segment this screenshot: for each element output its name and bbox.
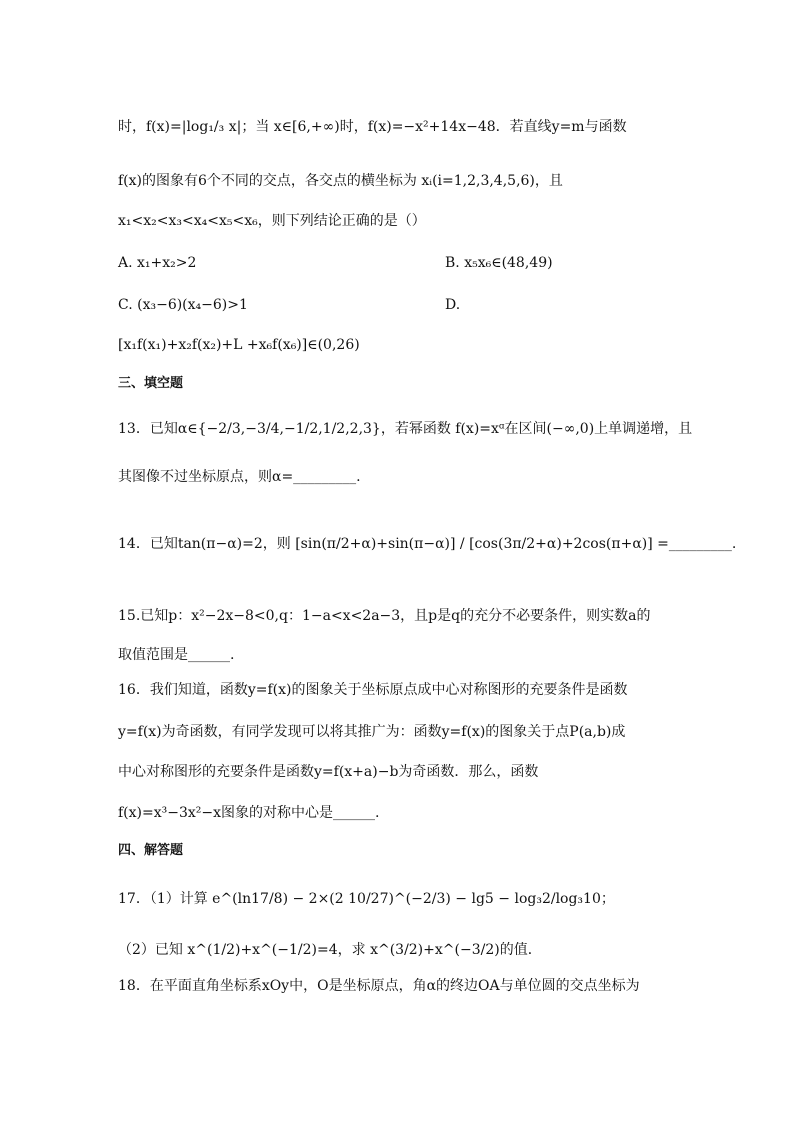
q16-line-2: y=f(x)为奇函数，有同学发现可以将其推广为：函数y=f(x)的图象关于点P(a,b)成 [118,724,626,740]
option-d-expression: [x₁f(x₁)+x₂f(x₂)+L +x₆f(x₆)]∈(0,26) [118,337,360,353]
option-a: A. x₁+x₂>2 [118,255,197,271]
section-heading-fill-blank: 三、填空题 [118,376,184,391]
q16-line-1: 16．我们知道，函数y=f(x)的图象关于坐标原点成中心对称图形的充要条件是函数 [118,682,628,698]
section-heading-solve: 四、解答题 [118,843,184,858]
q12-option-row-1 [118,253,196,273]
q13-line-2: 其图像不过坐标原点，则α=_________. [118,469,361,485]
q12-line-3: x₁<x₂<x₃<x₄<x₅<x₆，则下列结论正确的是（） [118,213,426,229]
option-b: B. x₅x₆∈(48,49) [445,255,553,271]
option-c: C. (x₃−6)(x₄−6)>1 [118,297,248,313]
option-d: D. [445,297,461,313]
q12-line-2: f(x)的图象有6个不同的交点，各交点的横坐标为 xᵢ(i=1,2,3,4,5,6)，且 [118,173,563,189]
q15-line-2: 取值范围是______. [118,647,235,663]
q14: 14．已知tan(π−α)=2，则 [sin(π/2+α)+sin(π−α)] / [cos(3π/2+α)+2cos(π+α)] =_________. [118,536,737,552]
q16-line-3: 中心对称图形的充要条件是函数y=f(x+a)−b为奇函数．那么，函数 [118,764,539,780]
q17-line-2: （2）已知 x^(1/2)+x^(−1/2)=4，求 x^(3/2)+x^(−3/2)的值． [118,942,542,958]
q15-line-1: 15.已知p：x²−2x−8<0,q：1−a<x<2a−3，且p是q的充分不必要条件，则实数a的 [118,608,651,624]
q17-line-1: 17．（1）计算 e^(ln17/8) − 2×(2 10/27)^(−2/3) − lg5 − log₃2/log₃10； [118,891,615,907]
q13-line-1: 13．已知α∈{−2/3,−3/4,−1/2,1/2,2,3}，若幂函数 f(x)=xᵅ在区间(−∞,0)上单调递增，且 [118,421,693,437]
q18-line-1: 18．在平面直角坐标系xOy中，O是坐标原点，角α的终边OA与单位圆的交点坐标为 [118,978,640,994]
q12-line-1: 时，f(x)=|log₁/₃ x|；当 x∈[6,+∞)时，f(x)=−x²+14x−48．若直线y=m与函数 [118,119,627,135]
q16-line-4: f(x)=x³−3x²−x图象的对称中心是______. [118,805,380,821]
